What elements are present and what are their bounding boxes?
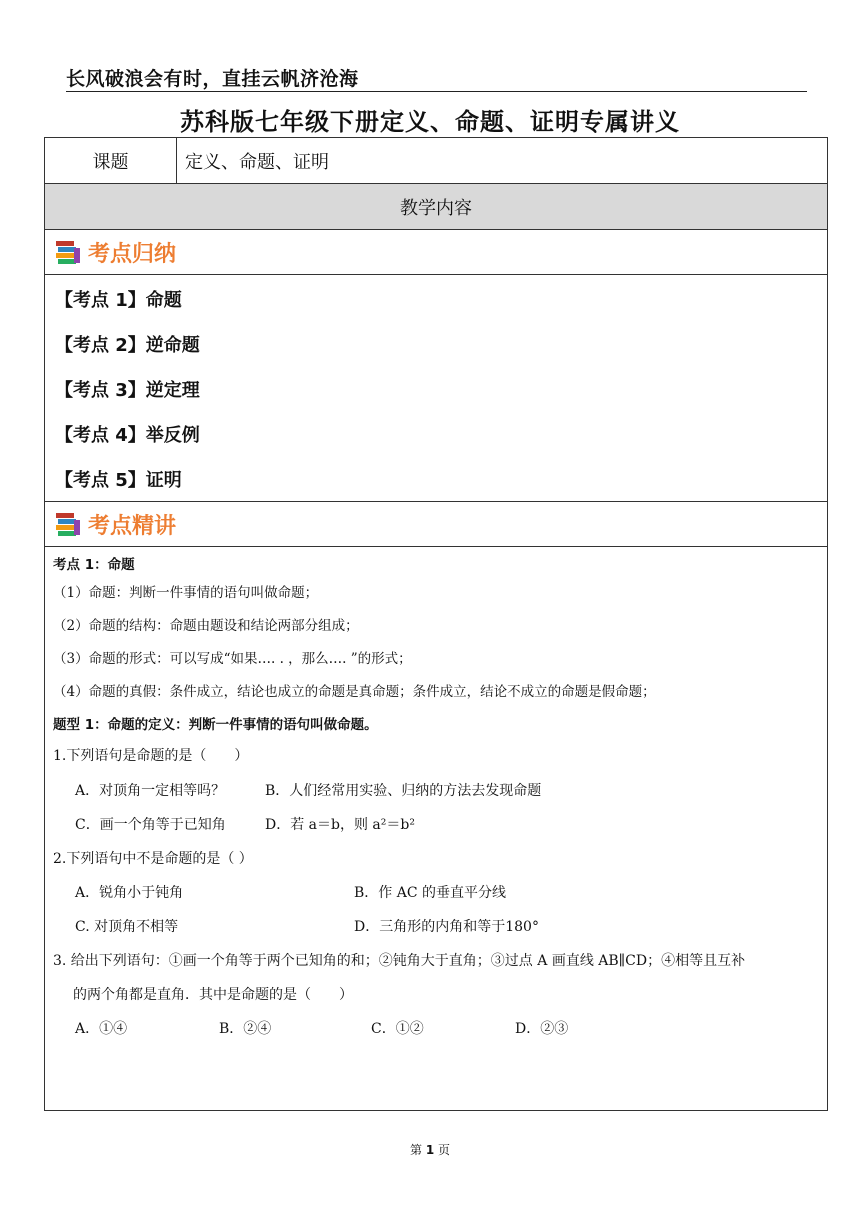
question-1-option-c: C．画一个角等于已知角 [75,817,226,833]
concept-point: （1）命题：判断一件事情的语句叫做命题； [53,585,319,601]
question-2-stem: 2.下列语句中不是命题的是（ ） [53,851,253,867]
section-detail-title: 考点精讲 [88,513,177,539]
header-rule [66,91,807,92]
footer-prefix: 第 [409,1143,422,1157]
section-summary-header [45,230,827,275]
question-2-option-b: B．作 AC 的垂直平分线 [354,885,507,901]
books-icon [54,511,82,537]
question-type-heading: 题型 1：命题的定义：判断一件事情的语句叫做命题。 [53,717,378,733]
topic-row [45,138,827,184]
section-detail-header [45,502,827,547]
section-summary-title: 考点归纳 [88,241,177,267]
topic-heading: 考点 1：命题 [53,557,135,573]
question-2-option-c: C. 对顶角不相等 [75,919,179,935]
books-icon [54,239,82,265]
lesson-table [44,137,828,1111]
question-2-option-a: A．锐角小于钝角 [75,885,184,901]
keypoint-item: 【考点 1】命题 [55,290,182,311]
keypoint-item: 【考点 5】证明 [55,470,182,491]
question-1-option-a: A．对顶角一定相等吗？ [75,783,226,799]
detail-body [45,547,827,1107]
question-3-stem-line2: 的两个角都是直角．其中是命题的是（ ） [73,987,353,1003]
concept-point: （4）命题的真假：条件成立，结论也成立的命题是真命题；条件成立，结论不成立的命题是假命题； [53,684,656,700]
question-1-stem: 1.下列语句是命题的是（ ） [53,748,249,764]
question-1-option-d: D．若 a＝b，则 a²＝b² [265,817,415,833]
keypoint-item: 【考点 2】逆命题 [55,335,200,356]
header-motto: 长风破浪会有时，直挂云帆济沧海 [66,68,359,90]
footer-suffix: 页 [438,1143,451,1157]
page-footer [0,1141,860,1158]
question-3-option-b: B．②④ [219,1021,272,1037]
keypoint-item: 【考点 4】举反例 [55,425,200,446]
question-2-option-d: D．三角形的内角和等于180° [354,919,539,935]
keypoint-list [45,275,827,502]
topic-value: 定义、命题、证明 [185,151,329,173]
question-3-stem-line1: 3. 给出下列语句：①画一个角等于两个已知角的和；②钝角大于直角；③过点 A 画直线 AB∥CD；④相等且互补 [53,953,746,969]
topic-label: 课题 [45,138,177,183]
question-3-option-a: A．①④ [75,1021,128,1037]
content-header: 教学内容 [45,184,827,230]
page-number: 1 [425,1143,435,1157]
concept-point: （2）命题的结构：命题由题设和结论两部分组成； [53,618,359,634]
concept-point: （3）命题的形式：可以写成“如果…. . ，那么…. ”的形式； [53,651,412,667]
keypoint-item: 【考点 3】逆定理 [55,380,200,401]
question-3-option-d: D．②③ [515,1021,569,1037]
question-1-option-b: B．人们经常用实验、归纳的方法去发现命题 [265,783,542,799]
question-3-option-c: C．①② [371,1021,424,1037]
document-title: 苏科版七年级下册定义、命题、证明专属讲义 [180,108,680,136]
